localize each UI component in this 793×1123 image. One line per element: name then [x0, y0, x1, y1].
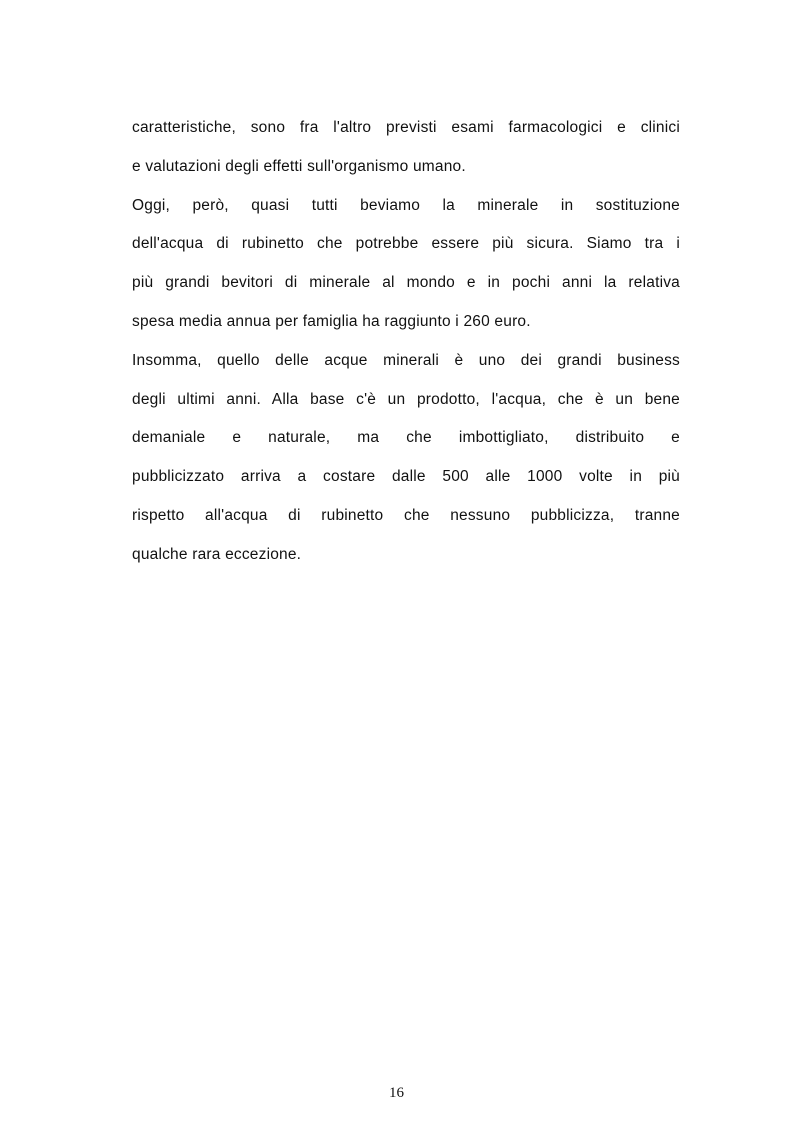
paragraph [132, 187, 680, 342]
text-line: demaniale e naturale, ma che imbottigliato, distribuito e [132, 429, 680, 447]
text-line: rispetto all'acqua di rubinetto che nessuno pubblicizza, tranne [132, 506, 680, 524]
text-line: spesa media annua per famiglia ha raggiunto i 260 euro. [132, 312, 531, 330]
text-line: dell'acqua di rubinetto che potrebbe essere più sicura. Siamo tra i [132, 235, 680, 253]
body-text [132, 109, 680, 575]
paragraph [132, 342, 680, 575]
text-line: caratteristiche, sono fra l'altro previsti esami farmacologici e clinici [132, 119, 680, 136]
text-line: pubblicizzato arriva a costare dalle 500 alle 1000 volte in più [132, 468, 680, 486]
text-line: degli ultimi anni. Alla base c'è un prodotto, l'acqua, che è un bene [132, 390, 680, 408]
text-line: Oggi, però, quasi tutti beviamo la minerale in sostituzione [132, 196, 680, 214]
text-line: più grandi bevitori di minerale al mondo e in pochi anni la relativa [132, 274, 680, 292]
text-line: e valutazioni degli effetti sull'organismo umano. [132, 157, 466, 175]
page-number: 16 [389, 1085, 404, 1101]
text-line: qualche rara eccezione. [132, 545, 302, 563]
text-line: Insomma, quello delle acque minerali è uno dei grandi business [132, 351, 680, 369]
paragraph [132, 109, 680, 187]
